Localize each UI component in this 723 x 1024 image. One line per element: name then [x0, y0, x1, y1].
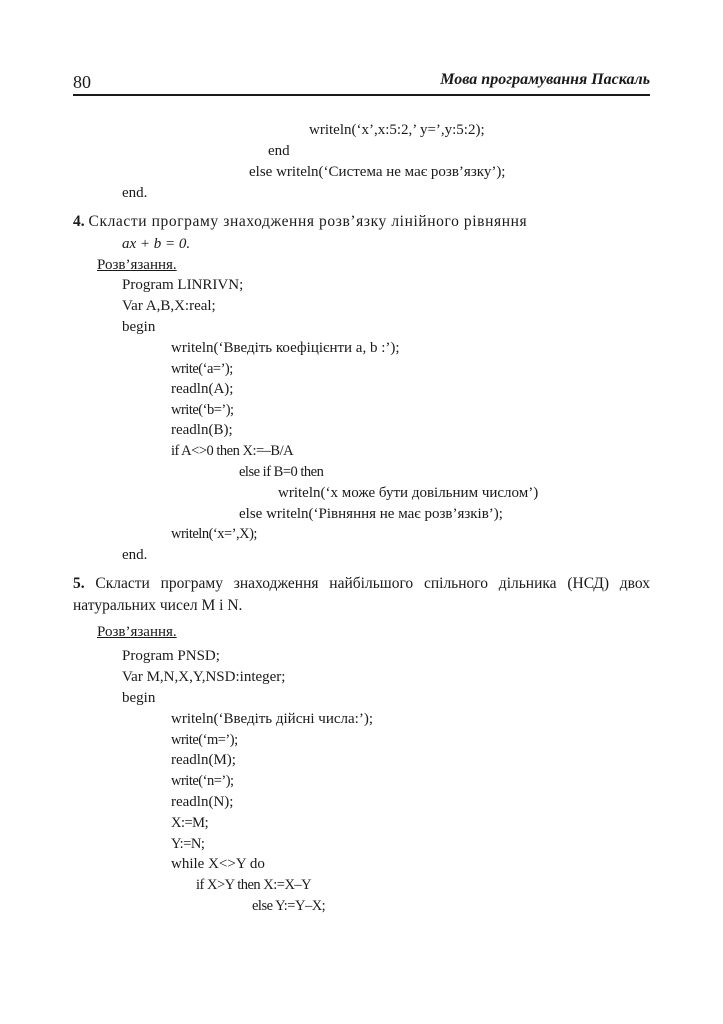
code-line: else Y:=Y–X;: [252, 898, 326, 914]
task-text: Скласти програму знаходження розв’язку лінійного рівняння: [88, 213, 528, 230]
task-number: 5.: [73, 575, 85, 592]
code-line: writeln(‘x=’,X);: [171, 526, 257, 542]
code-line: if A<>0 then X:=–B/A: [171, 443, 294, 459]
task-4-solution-label: Розв’язання.: [97, 257, 177, 273]
task-text: Скласти програму знаходження найбільшого спільного дільника (НСД) двох: [95, 575, 651, 592]
code-line: if X>Y then X:=X–Y: [196, 877, 312, 893]
task-4-statement: [73, 213, 527, 231]
code-line: write(‘b=’);: [171, 402, 234, 418]
task-number: 4.: [73, 213, 85, 230]
code-line: end: [268, 143, 290, 159]
code-line: writeln(‘x’,x:5:2,’ y=’,y:5:2);: [309, 122, 485, 138]
code-line: writeln(‘Введіть коефіцієнти a, b :’);: [171, 340, 400, 356]
task-5-solution-label: Розв’язання.: [97, 624, 177, 640]
code-line: write(‘n=’);: [171, 773, 234, 789]
code-line: else writeln(‘Рівняння не має розв’язків’);: [239, 506, 503, 522]
code-line: begin: [122, 690, 156, 706]
task-5-statement-cont: натуральних чисел M і N.: [73, 597, 243, 614]
code-line: while X<>Y do: [171, 856, 265, 872]
code-line: X:=M;: [171, 815, 209, 831]
task-4-equation: ax + b = 0.: [122, 236, 191, 252]
code-line: readln(A);: [171, 381, 234, 397]
code-line: Program PNSD;: [122, 648, 220, 664]
code-line: Var A,B,X:real;: [122, 298, 216, 314]
code-line: Y:=N;: [171, 836, 205, 852]
code-line: write(‘a=’);: [171, 361, 233, 377]
code-line: else if B=0 then: [239, 464, 324, 480]
code-line: readln(M);: [171, 752, 236, 768]
code-line: Program LINRIVN;: [122, 277, 244, 293]
code-line: writeln(‘x може бути довільним числом’): [278, 485, 539, 501]
code-line: begin: [122, 319, 156, 335]
code-line: end.: [122, 547, 148, 563]
page-number: 80: [73, 72, 91, 92]
code-line: writeln(‘Введіть дійсні числа:’);: [171, 711, 374, 727]
code-line: Var M,N,X,Y,NSD:integer;: [122, 669, 286, 685]
code-line: else writeln(‘Система не має розв’язку’);: [249, 164, 506, 180]
header-rule: [73, 94, 650, 96]
code-line: readln(N);: [171, 794, 234, 810]
code-line: readln(B);: [171, 422, 233, 438]
task-5-statement: [73, 575, 650, 593]
code-line: write(‘m=’);: [171, 732, 238, 748]
running-title: Мова програмування Паскаль: [440, 71, 650, 88]
code-line: end.: [122, 185, 148, 201]
